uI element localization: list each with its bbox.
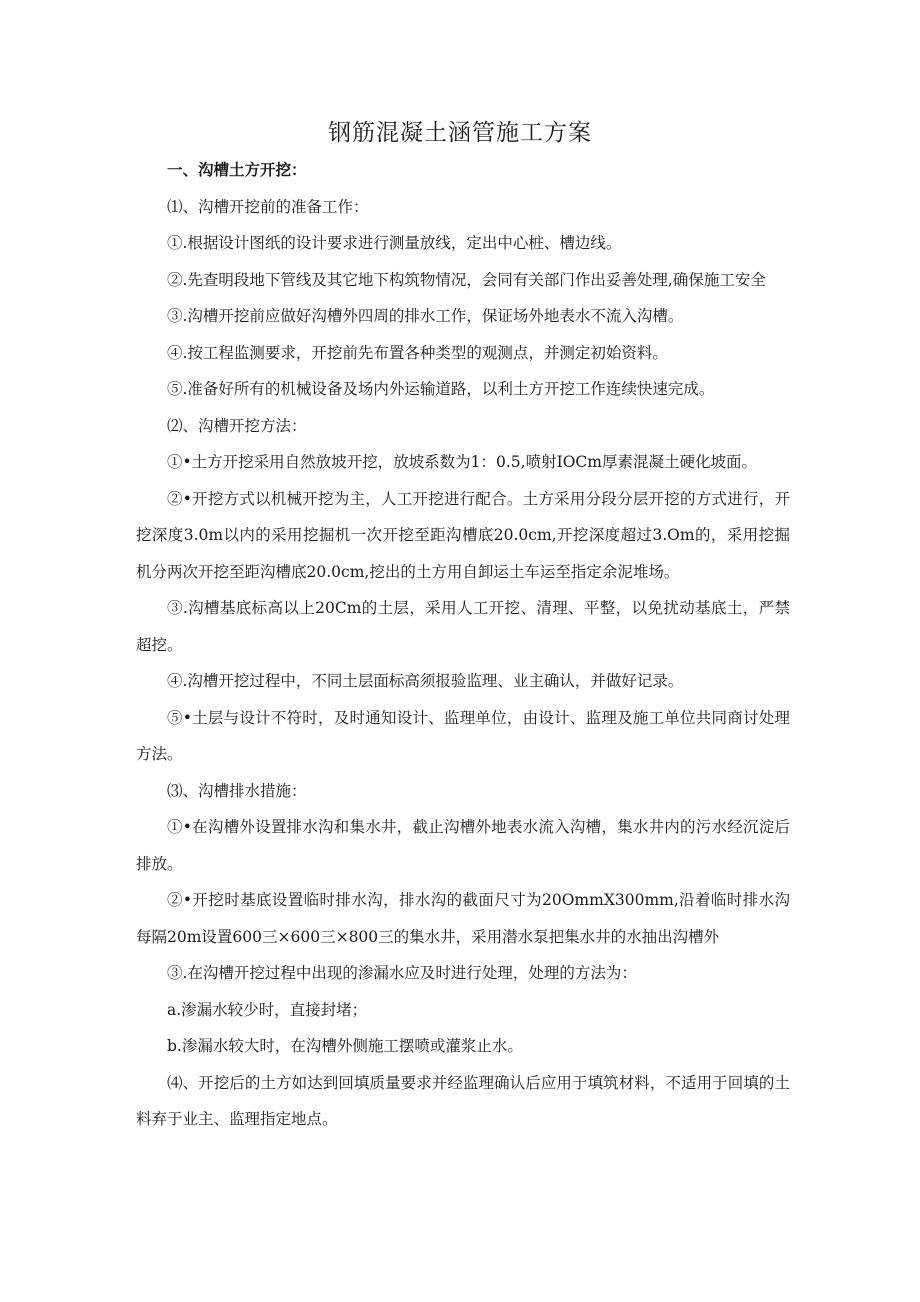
- list-item: b.渗漏水较大时，在沟槽外侧施工摆喷或灌浆止水。: [167, 1037, 523, 1055]
- paragraph: ①.根据设计图纸的设计要求进行测量放线，定出中心桩、槽边线。: [167, 234, 622, 252]
- paragraph: ⑤.准备好所有的机械设备及场内外运输道路，以利土方开挖工作连续快速完成。: [167, 380, 715, 398]
- subsection-heading: ⑴、沟槽开挖前的准备工作：: [167, 197, 369, 216]
- paragraph: ②.先查明段地下管线及其它地下构筑物情况，会同有关部门作出妥善处理,确保施工安全: [167, 270, 766, 289]
- paragraph: ③.沟槽开挖前应做好沟槽外四周的排水工作，保证场外地表水不流入沟槽。: [167, 307, 684, 325]
- document-body: [136, 152, 790, 1138]
- paragraph: ⑤•土层与设计不符时，及时通知设计、监理单位，由设计、监理及施工单位共同商讨处理方法。: [136, 708, 790, 763]
- paragraph: ⑷、开挖后的土方如达到回填质量要求并经监理确认后应用于填筑材料，不适用于回填的土料弃于业主、监理指定地点。: [136, 1073, 790, 1128]
- paragraph: ②•开挖时基底设置临时排水沟，排水沟的截面尺寸为20OmmX300mm,沿着临时排水沟每隔20m设置600三×600三×800三的集水井，采用潜水泵把集水井的水抽出沟槽外: [136, 891, 790, 946]
- paragraph: ③.在沟槽开挖过程中出现的渗漏水应及时进行处理，处理的方法为：: [167, 964, 637, 982]
- paragraph: ④.沟槽开挖过程中，不同土层面标高须报验监理、业主确认，并做好记录。: [167, 672, 684, 690]
- list-item: a.渗漏水较少时，直接封堵；: [167, 1000, 368, 1019]
- paragraph: ④.按工程监测要求，开挖前先布置各种类型的观测点，并测定初始资料。: [167, 343, 668, 362]
- subsection-heading: ⑵、沟槽开挖方法：: [167, 416, 307, 435]
- paragraph: ③.沟槽基底标高以上20Cm的土层，采用人工开挖、清理、平整，以免扰动基底土，严禁超挖。: [136, 599, 790, 654]
- paragraph: ①•土方开挖采用自然放坡开挖，放坡系数为1：0.5,喷射IOCm厚素混凝土硬化坡面。: [167, 453, 757, 471]
- document-title: 钢筋混凝土涵管施工方案: [328, 120, 592, 146]
- subsection-heading: ⑶、沟槽排水措施：: [167, 781, 307, 800]
- paragraph: ②•开挖方式以机械开挖为主，人工开挖进行配合。土方采用分段分层开挖的方式进行，开挖深度3.0m以内的采用挖掘机一次开挖至距沟槽底20.0cm,开挖深度超过3.Om的，采用挖掘机分两次开挖至距沟槽底20.0cm,挖出的土方用自卸运土车运至指定余泥堆场。: [136, 489, 790, 581]
- section-heading: 一、沟槽土方开挖：: [167, 160, 307, 179]
- paragraph: ①•在沟槽外设置排水沟和集水井，截止沟槽外地表水流入沟槽，集水井内的污水经沉淀后排放。: [136, 818, 790, 873]
